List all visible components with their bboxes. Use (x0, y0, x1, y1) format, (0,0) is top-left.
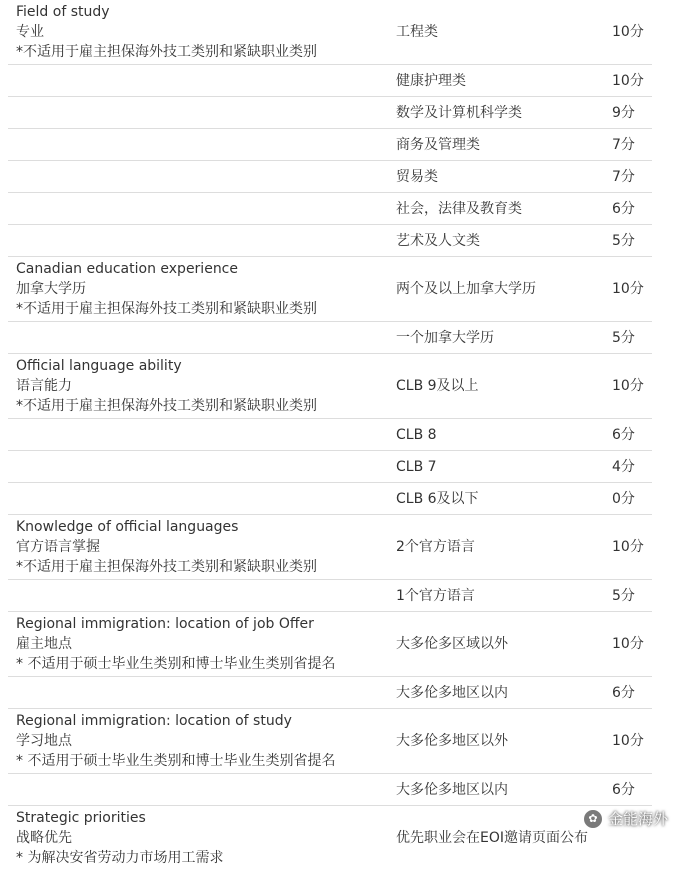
table-row (8, 257, 652, 322)
criterion-note: *不适用于雇主担保海外技工类别和紧缺职业类别 (16, 299, 386, 319)
table-row (8, 129, 652, 161)
criterion-title-cn: 学习地点 (16, 731, 386, 751)
points-cell: 6分 (608, 774, 652, 806)
criterion-title: Canadian education experience (16, 259, 386, 279)
criterion-cell (8, 709, 386, 774)
table-row (8, 225, 652, 257)
criterion-cell (8, 65, 386, 97)
table-row (8, 193, 652, 225)
points-cell: 10分 (608, 612, 652, 677)
criterion-title-cn: 战略优先 (16, 828, 386, 848)
criterion-cell (8, 322, 386, 354)
criterion-note: *不适用于雇主担保海外技工类别和紧缺职业类别 (16, 557, 386, 577)
criterion-title: Knowledge of official languages (16, 517, 386, 537)
option-cell: 工程类 (386, 0, 608, 65)
criterion-cell (8, 354, 386, 419)
table-row (8, 677, 652, 709)
criterion-cell (8, 419, 386, 451)
criterion-title-cn: 加拿大学历 (16, 279, 386, 299)
points-cell: 5分 (608, 225, 652, 257)
points-cell: 7分 (608, 161, 652, 193)
points-table (8, 0, 652, 870)
option-cell: 社会，法律及教育类 (386, 193, 608, 225)
wechat-icon: ✿ (583, 809, 603, 829)
points-cell: 7分 (608, 129, 652, 161)
table-row (8, 515, 652, 580)
criterion-cell (8, 580, 386, 612)
criterion-title: Field of study (16, 2, 386, 22)
criterion-title-cn: 雇主地点 (16, 634, 386, 654)
points-cell: 9分 (608, 97, 652, 129)
criterion-title: Regional immigration: location of study (16, 711, 386, 731)
option-cell: 两个及以上加拿大学历 (386, 257, 608, 322)
criterion-cell (8, 193, 386, 225)
points-cell: 6分 (608, 193, 652, 225)
option-cell: 艺术及人文类 (386, 225, 608, 257)
option-cell: 商务及管理类 (386, 129, 608, 161)
table-row (8, 354, 652, 419)
points-cell: 10分 (608, 257, 652, 322)
criterion-cell (8, 612, 386, 677)
table-row (8, 451, 652, 483)
option-cell: 大多伦多区域以外 (386, 612, 608, 677)
points-cell: 10分 (608, 0, 652, 65)
option-cell: 贸易类 (386, 161, 608, 193)
table-row (8, 161, 652, 193)
criterion-cell (8, 806, 386, 870)
points-cell: 4分 (608, 451, 652, 483)
table-row (8, 806, 652, 870)
option-cell: 大多伦多地区以内 (386, 774, 608, 806)
criterion-title: Strategic priorities (16, 808, 386, 828)
option-cell: 数学及计算机科学类 (386, 97, 608, 129)
option-cell: 1个官方语言 (386, 580, 608, 612)
points-cell: 10分 (608, 65, 652, 97)
points-cell: 6分 (608, 677, 652, 709)
table-row (8, 612, 652, 677)
criterion-title: Regional immigration: location of job Offer (16, 614, 386, 634)
points-cell: 10分 (608, 354, 652, 419)
option-cell: CLB 9及以上 (386, 354, 608, 419)
criterion-note: * 不适用于硕士毕业生类别和博士毕业生类别省提名 (16, 654, 386, 674)
criterion-cell (8, 451, 386, 483)
option-cell: 2个官方语言 (386, 515, 608, 580)
criterion-cell (8, 515, 386, 580)
watermark (583, 808, 668, 829)
points-cell: 5分 (608, 580, 652, 612)
criterion-note: * 为解决安省劳动力市场用工需求 (16, 848, 386, 868)
criterion-cell (8, 774, 386, 806)
points-cell: 5分 (608, 322, 652, 354)
criterion-title: Official language ability (16, 356, 386, 376)
table-row (8, 774, 652, 806)
option-cell: CLB 8 (386, 419, 608, 451)
option-cell: 大多伦多地区以内 (386, 677, 608, 709)
criterion-cell (8, 97, 386, 129)
points-cell: 0分 (608, 483, 652, 515)
points-cell: 10分 (608, 709, 652, 774)
criterion-title-cn: 官方语言掌握 (16, 537, 386, 557)
criterion-note: *不适用于雇主担保海外技工类别和紧缺职业类别 (16, 396, 386, 416)
table-row (8, 322, 652, 354)
table-row (8, 97, 652, 129)
option-cell: CLB 7 (386, 451, 608, 483)
criterion-cell (8, 257, 386, 322)
option-cell: 优先职业会在EOI邀请页面公布 (386, 806, 608, 870)
watermark-text: 金能海外 (608, 808, 668, 829)
criterion-note: *不适用于雇主担保海外技工类别和紧缺职业类别 (16, 42, 386, 62)
table-row (8, 419, 652, 451)
table-row (8, 0, 652, 65)
criterion-cell (8, 0, 386, 65)
criterion-title-cn: 语言能力 (16, 376, 386, 396)
criterion-note: * 不适用于硕士毕业生类别和博士毕业生类别省提名 (16, 751, 386, 771)
option-cell: CLB 6及以下 (386, 483, 608, 515)
criterion-title-cn: 专业 (16, 22, 386, 42)
table-row (8, 483, 652, 515)
criterion-cell (8, 483, 386, 515)
table-row (8, 65, 652, 97)
points-cell: 10分 (608, 515, 652, 580)
option-cell: 健康护理类 (386, 65, 608, 97)
criterion-cell (8, 677, 386, 709)
table-row (8, 709, 652, 774)
points-cell: 6分 (608, 419, 652, 451)
option-cell: 一个加拿大学历 (386, 322, 608, 354)
criterion-cell (8, 129, 386, 161)
criterion-cell (8, 225, 386, 257)
table-row (8, 580, 652, 612)
criterion-cell (8, 161, 386, 193)
option-cell: 大多伦多地区以外 (386, 709, 608, 774)
